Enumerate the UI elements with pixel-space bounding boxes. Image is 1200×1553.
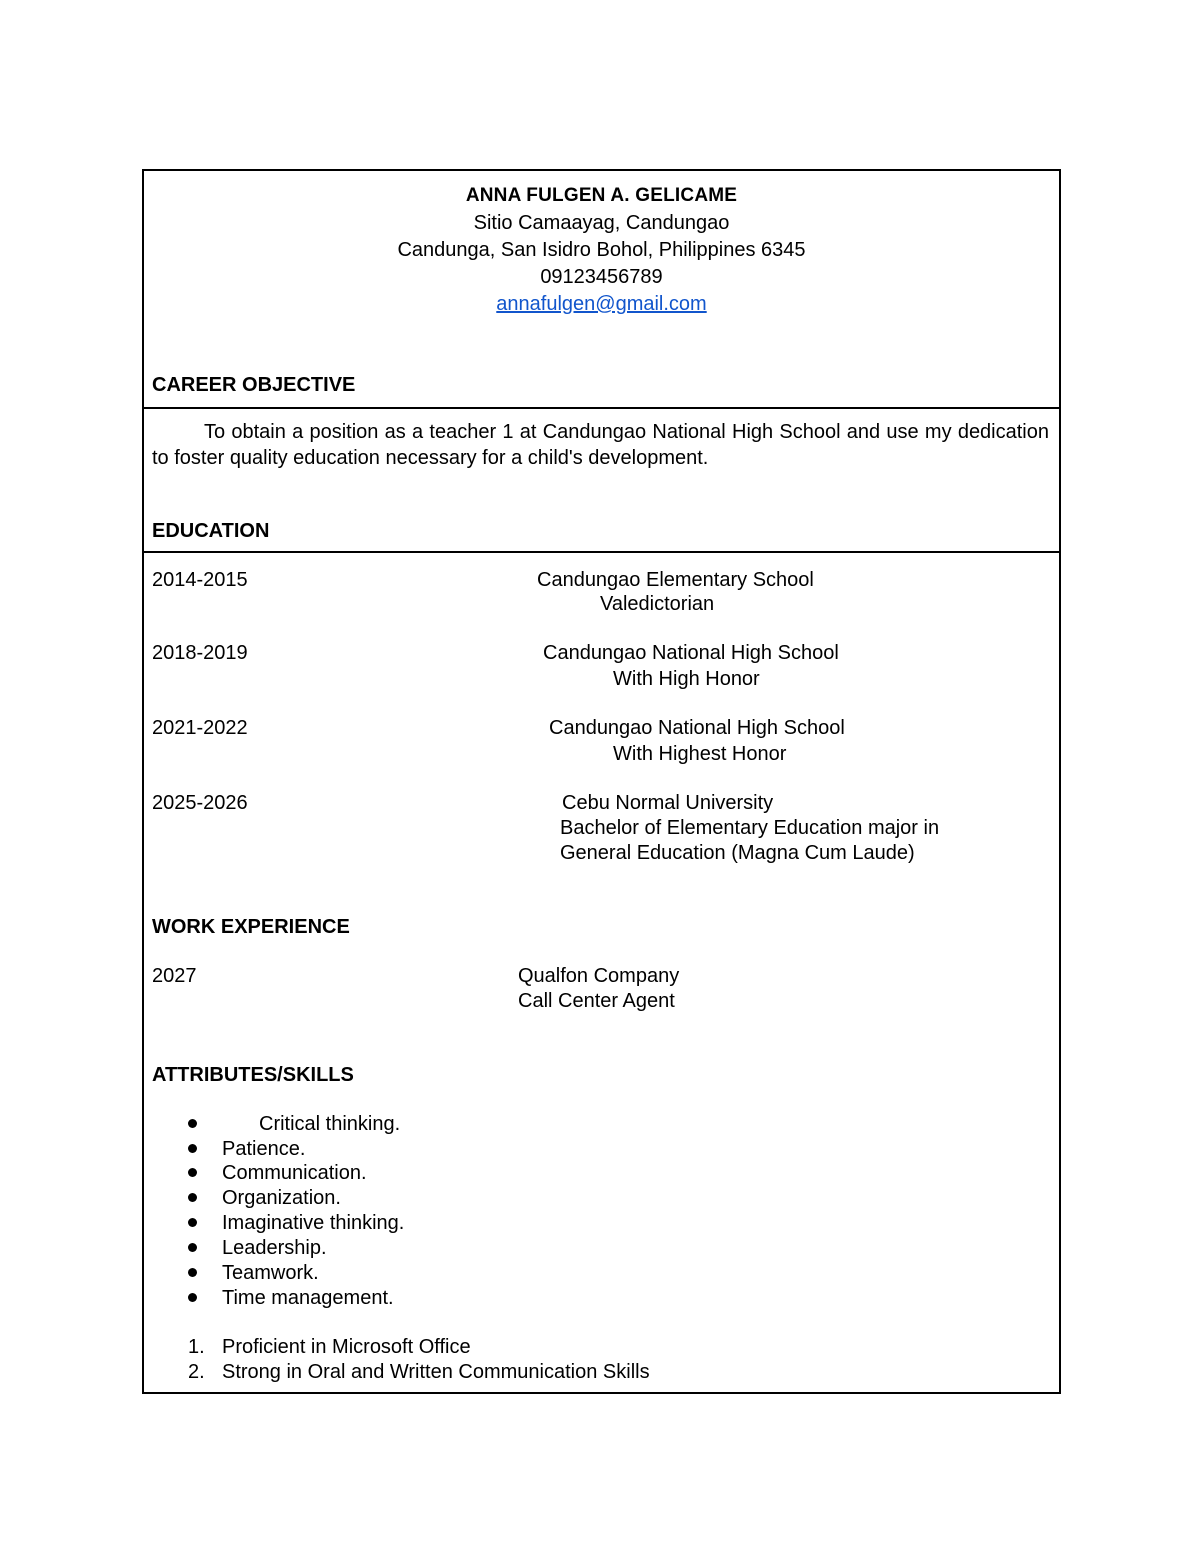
edu-detail-2: With High Honor bbox=[613, 668, 760, 690]
resume-frame bbox=[142, 169, 1061, 1394]
email-link[interactable]: annafulgen@gmail.com bbox=[496, 293, 707, 315]
career-objective-heading: CAREER OBJECTIVE bbox=[152, 374, 356, 396]
bullet-icon bbox=[188, 1293, 197, 1302]
edu-years-4: 2025-2026 bbox=[152, 792, 248, 814]
email-row bbox=[144, 292, 1059, 316]
skill-item: Communication. bbox=[222, 1162, 367, 1184]
divider-1 bbox=[144, 407, 1059, 409]
work-experience-heading: WORK EXPERIENCE bbox=[152, 916, 350, 938]
edu-detail-4b: General Education (Magna Cum Laude) bbox=[560, 842, 915, 864]
numbered-skill-item: Strong in Oral and Written Communication Skills bbox=[222, 1361, 650, 1383]
address-line-2: Candunga, San Isidro Bohol, Philippines 6345 bbox=[397, 239, 806, 261]
edu-years-3: 2021-2022 bbox=[152, 717, 248, 739]
skill-item: Teamwork. bbox=[222, 1262, 319, 1284]
skill-item: Organization. bbox=[222, 1187, 341, 1209]
list-number: 2. bbox=[188, 1361, 205, 1383]
bullet-icon bbox=[188, 1144, 197, 1153]
edu-years-2: 2018-2019 bbox=[152, 642, 248, 664]
address-line-1: Sitio Camaayag, Candungao bbox=[473, 212, 730, 234]
skill-item: Critical thinking. bbox=[259, 1113, 401, 1135]
bullet-icon bbox=[188, 1168, 197, 1177]
bullet-icon bbox=[188, 1218, 197, 1227]
bullet-icon bbox=[188, 1243, 197, 1252]
edu-years-1: 2014-2015 bbox=[152, 569, 248, 591]
skill-item: Patience. bbox=[222, 1138, 306, 1160]
divider-2 bbox=[144, 551, 1059, 553]
work-role: Call Center Agent bbox=[518, 990, 675, 1012]
skill-item: Imaginative thinking. bbox=[222, 1212, 405, 1234]
edu-school-3: Candungao National High School bbox=[549, 717, 845, 739]
numbered-skill-item: Proficient in Microsoft Office bbox=[222, 1336, 471, 1358]
bullet-icon bbox=[188, 1119, 197, 1128]
phone-number: 09123456789 bbox=[540, 266, 663, 288]
list-number: 1. bbox=[188, 1336, 205, 1358]
edu-detail-3: With Highest Honor bbox=[613, 743, 787, 765]
edu-school-1: Candungao Elementary School bbox=[537, 569, 814, 591]
bullet-icon bbox=[188, 1193, 197, 1202]
bullet-icon bbox=[188, 1268, 197, 1277]
skill-item: Time management. bbox=[222, 1287, 394, 1309]
edu-school-2: Candungao National High School bbox=[543, 642, 839, 664]
career-objective-text: To obtain a position as a teacher 1 at Candungao National High School and use my dedication to foster quality education necessary for a child's development. bbox=[152, 421, 1049, 469]
edu-detail-4: Bachelor of Elementary Education major in bbox=[560, 817, 940, 839]
work-year: 2027 bbox=[152, 965, 197, 987]
skill-item: Leadership. bbox=[222, 1237, 327, 1259]
education-heading: EDUCATION bbox=[152, 520, 270, 542]
skills-heading: ATTRIBUTES/SKILLS bbox=[152, 1064, 354, 1086]
edu-school-4: Cebu Normal University bbox=[562, 792, 774, 814]
work-company: Qualfon Company bbox=[518, 965, 680, 987]
edu-detail-1: Valedictorian bbox=[600, 593, 715, 615]
applicant-name: ANNA FULGEN A. GELICAME bbox=[465, 185, 738, 206]
